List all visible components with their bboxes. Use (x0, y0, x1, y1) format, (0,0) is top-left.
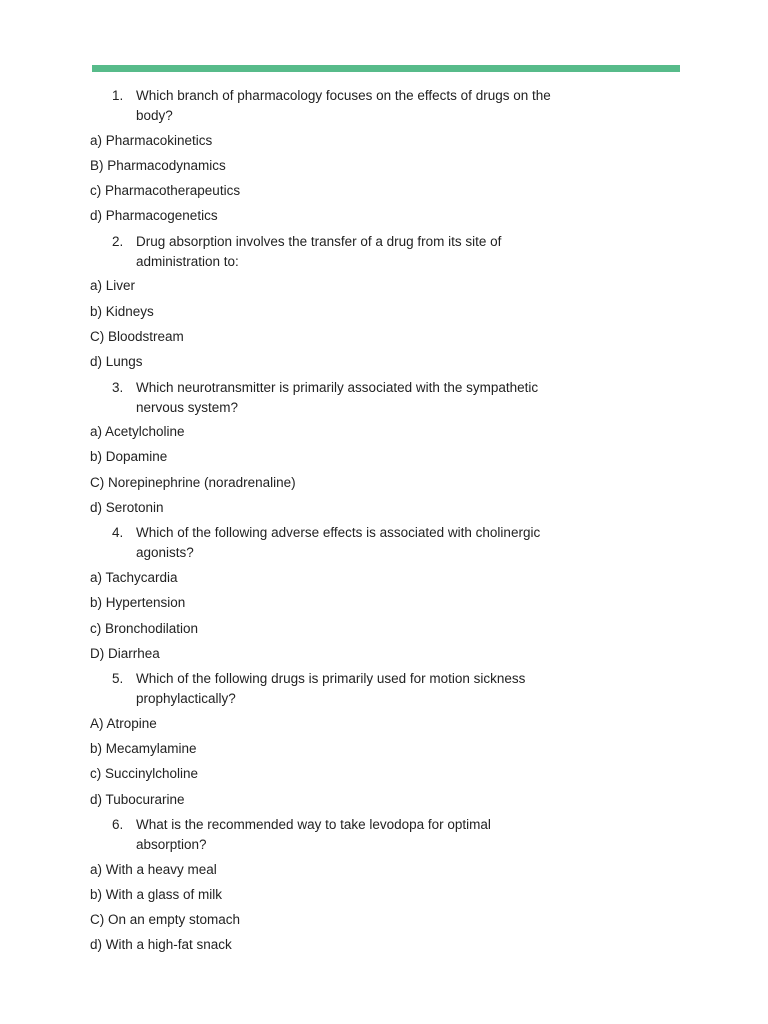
question-text: Drug absorption involves the transfer of a drug from its site of administration to: (136, 233, 502, 269)
answer-option: A) Atropine (90, 715, 157, 731)
question-text: Which of the following adverse effects is associated with cholinergic agonists? (136, 525, 541, 561)
answer-option: a) With a heavy meal (90, 861, 217, 877)
question-4 (112, 523, 552, 563)
question-2 (112, 232, 552, 272)
question-5 (112, 669, 552, 709)
answer-option: C) On an empty stomach (90, 912, 241, 928)
answer-option: a) Tachycardia (90, 569, 178, 585)
question-1 (112, 86, 552, 126)
question-text: What is the recommended way to take levodopa for optimal absorption? (136, 816, 491, 852)
answer-option: d) With a high-fat snack (90, 937, 232, 953)
answer-option: a) Pharmacokinetics (90, 132, 213, 148)
answer-option: C) Bloodstream (90, 328, 184, 344)
quiz-content (90, 86, 690, 961)
answer-option: b) Kidneys (90, 303, 154, 319)
answer-option: d) Pharmacogenetics (90, 208, 218, 224)
question-text: Which branch of pharmacology focuses on the effects of drugs on the body? (136, 88, 551, 123)
answer-option: B) Pharmacodynamics (90, 157, 226, 173)
answer-option: D) Diarrhea (90, 645, 160, 661)
question-number: 6. (112, 816, 124, 832)
question-number: 2. (112, 233, 124, 249)
question-6 (112, 815, 552, 855)
question-number: 5. (112, 671, 124, 687)
question-number: 3. (112, 379, 124, 395)
question-number: 4. (112, 525, 124, 541)
answer-option: d) Serotonin (90, 500, 164, 516)
answer-option: b) With a glass of milk (90, 886, 223, 902)
answer-option: b) Mecamylamine (90, 741, 197, 757)
answer-option: a) Liver (90, 278, 136, 294)
answer-option: b) Hypertension (90, 595, 186, 611)
question-text: Which of the following drugs is primarily used for motion sickness prophylactically? (136, 671, 526, 707)
answer-option: d) Tubocurarine (90, 791, 185, 807)
answer-option: C) Norepinephrine (noradrenaline) (90, 474, 296, 490)
answer-option: b) Dopamine (90, 449, 168, 465)
answer-option: d) Lungs (90, 354, 143, 370)
answer-option: c) Succinylcholine (90, 766, 199, 782)
header-divider (92, 65, 680, 72)
question-text: Which neurotransmitter is primarily associated with the sympathetic nervous system? (136, 379, 539, 415)
answer-option: c) Pharmacotherapeutics (90, 183, 241, 199)
answer-option: a) Acetylcholine (90, 424, 185, 440)
question-3 (112, 378, 552, 418)
question-number: 1. (112, 88, 124, 103)
answer-option: c) Bronchodilation (90, 620, 199, 636)
